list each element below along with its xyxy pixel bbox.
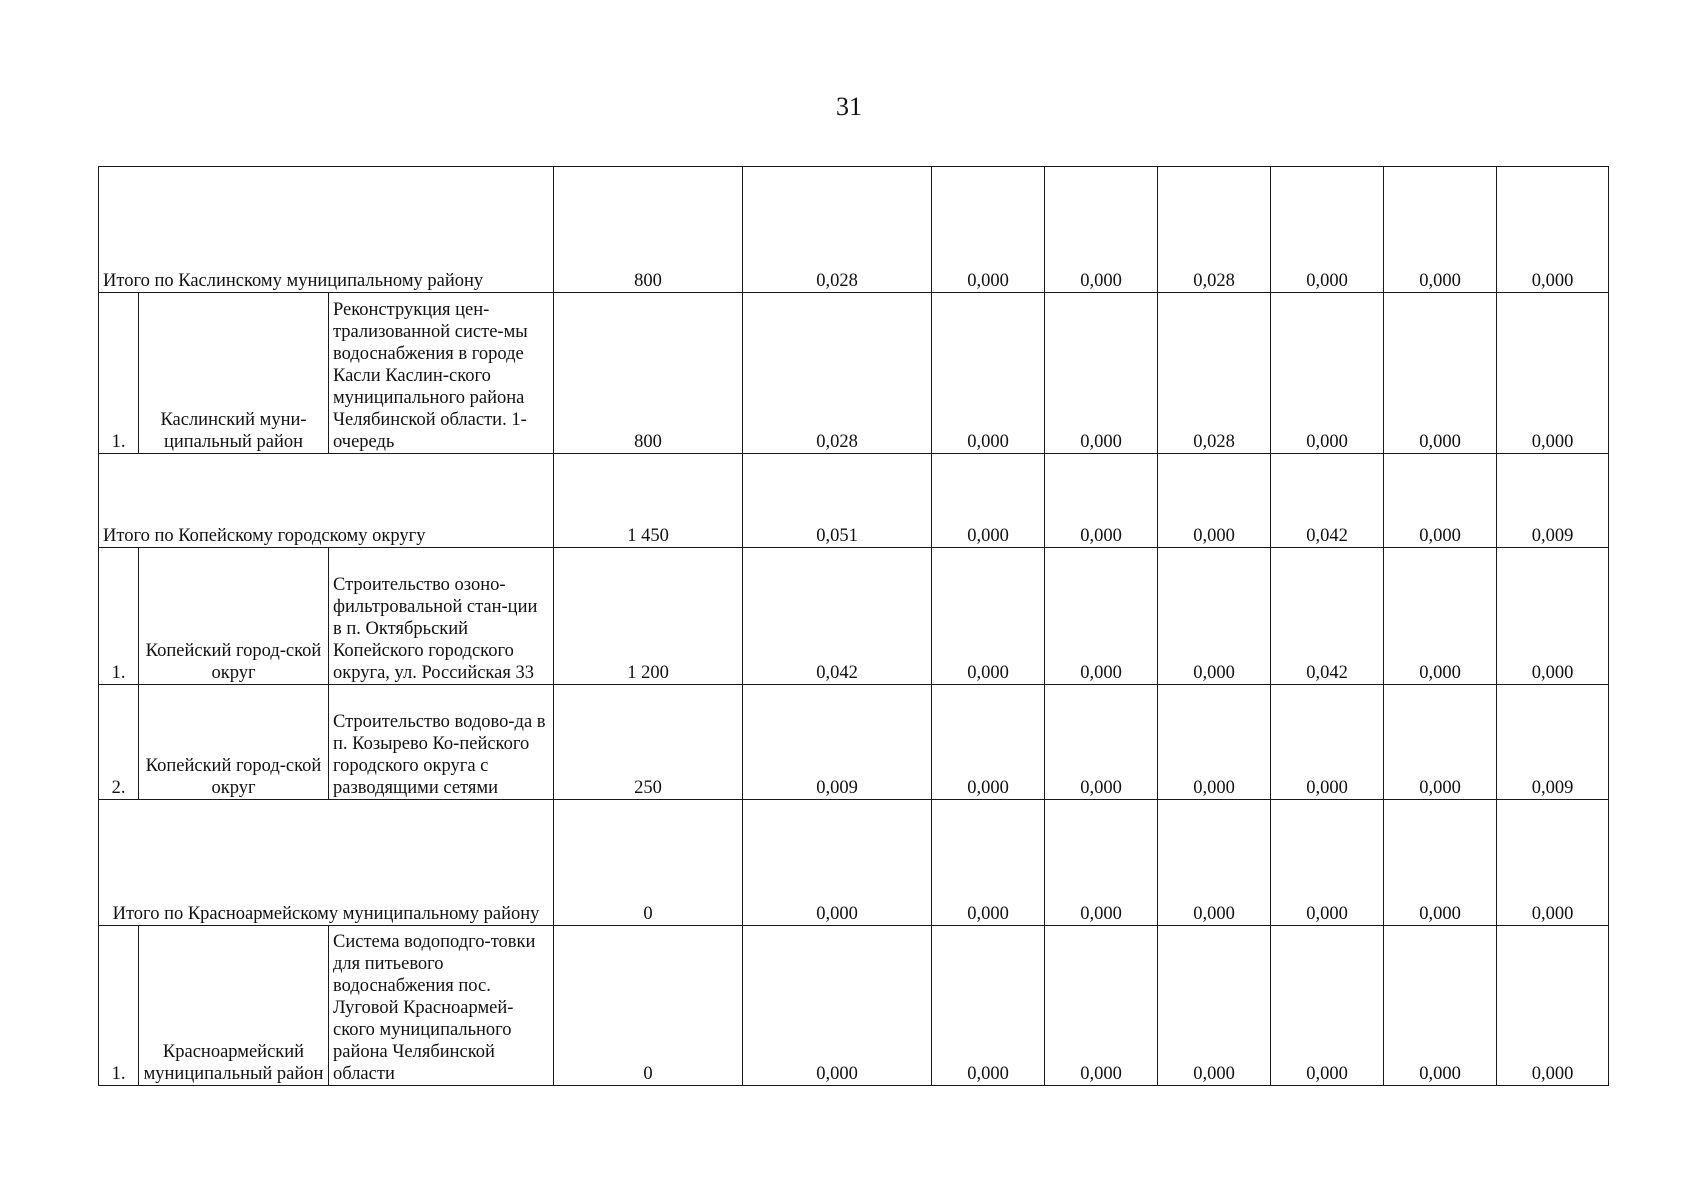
value-cell: 0,000 xyxy=(1384,293,1497,454)
municipality-cell: Каслинский муни-ципальный район xyxy=(139,293,329,454)
value-cell: 0,000 xyxy=(1158,548,1271,685)
value-cell: 0,000 xyxy=(1384,685,1497,800)
value-cell: 0,000 xyxy=(1497,167,1609,293)
value-cell: 0,028 xyxy=(743,293,932,454)
value-cell: 0,000 xyxy=(1384,167,1497,293)
value-cell: 0,000 xyxy=(1384,454,1497,548)
municipality-cell: Копейский город-ской округ xyxy=(139,685,329,800)
value-cell: 0,000 xyxy=(932,548,1045,685)
value-cell: 0,051 xyxy=(743,454,932,548)
description-cell: Строительство озоно-фильтровальной стан-ции в п. Октябрьский Копейского городского округа, ул. Российская 33 xyxy=(329,548,554,685)
value-cell: 0,000 xyxy=(1384,548,1497,685)
table-row xyxy=(99,926,1609,1086)
row-index: 1. xyxy=(99,548,139,685)
table-row xyxy=(99,548,1609,685)
value-cell: 800 xyxy=(554,293,743,454)
description-cell: Строительство водово-да в п. Козырево Ко-пейского городского округа с разводящими сетями xyxy=(329,685,554,800)
summary-label: Итого по Каслинскому муниципальному району xyxy=(99,167,554,293)
summary-row-kopeysk xyxy=(99,454,1609,548)
value-cell: 250 xyxy=(554,685,743,800)
value-cell: 0,000 xyxy=(1045,685,1158,800)
value-cell: 0,000 xyxy=(1045,454,1158,548)
value-cell: 800 xyxy=(554,167,743,293)
value-cell: 0,028 xyxy=(1158,167,1271,293)
value-cell: 0,000 xyxy=(1045,926,1158,1086)
description-cell: Система водоподго-товки для питьевого водоснабжения пос. Луговой Красноармей-ского муниципального района Челябинской области xyxy=(329,926,554,1086)
value-cell: 0,000 xyxy=(1045,293,1158,454)
table-row xyxy=(99,685,1609,800)
value-cell: 0,000 xyxy=(1158,800,1271,926)
value-cell: 1 450 xyxy=(554,454,743,548)
value-cell: 0,000 xyxy=(932,926,1045,1086)
value-cell: 1 200 xyxy=(554,548,743,685)
value-cell: 0,009 xyxy=(743,685,932,800)
value-cell: 0,000 xyxy=(1045,548,1158,685)
description-cell: Реконструкция цен-трализованной систе-мы водоснабжения в городе Касли Каслин-ского муниципального района Челябинской области. 1-очередь xyxy=(329,293,554,454)
value-cell: 0,028 xyxy=(743,167,932,293)
value-cell: 0,000 xyxy=(1158,454,1271,548)
value-cell: 0,000 xyxy=(1158,685,1271,800)
row-index: 1. xyxy=(99,293,139,454)
value-cell: 0,000 xyxy=(743,800,932,926)
municipality-cell: Красноармейский муниципальный район xyxy=(139,926,329,1086)
summary-row-kasli xyxy=(99,167,1609,293)
value-cell: 0,000 xyxy=(1271,685,1384,800)
value-cell: 0,000 xyxy=(1271,926,1384,1086)
value-cell: 0,009 xyxy=(1497,685,1609,800)
table-row xyxy=(99,293,1609,454)
value-cell: 0,000 xyxy=(932,685,1045,800)
page-number: 31 xyxy=(836,92,862,121)
value-cell: 0,000 xyxy=(743,926,932,1086)
value-cell: 0,000 xyxy=(1045,167,1158,293)
value-cell: 0,000 xyxy=(1271,293,1384,454)
value-cell: 0,000 xyxy=(1271,167,1384,293)
summary-label: Итого по Красноармейскому муниципальному району xyxy=(99,800,554,926)
row-index: 2. xyxy=(99,685,139,800)
value-cell: 0,000 xyxy=(1384,926,1497,1086)
value-cell: 0,042 xyxy=(1271,454,1384,548)
value-cell: 0 xyxy=(554,800,743,926)
value-cell: 0,000 xyxy=(1497,548,1609,685)
value-cell: 0,028 xyxy=(1158,293,1271,454)
value-cell: 0 xyxy=(554,926,743,1086)
value-cell: 0,009 xyxy=(1497,454,1609,548)
municipality-cell: Копейский город-ской округ xyxy=(139,548,329,685)
value-cell: 0,000 xyxy=(1158,926,1271,1086)
investment-table xyxy=(98,166,1609,1086)
value-cell: 0,000 xyxy=(932,800,1045,926)
value-cell: 0,000 xyxy=(1497,800,1609,926)
value-cell: 0,000 xyxy=(932,454,1045,548)
value-cell: 0,000 xyxy=(932,293,1045,454)
value-cell: 0,000 xyxy=(932,167,1045,293)
row-index: 1. xyxy=(99,926,139,1086)
value-cell: 0,000 xyxy=(1384,800,1497,926)
summary-row-krasnoarmeysky xyxy=(99,800,1609,926)
value-cell: 0,000 xyxy=(1497,926,1609,1086)
value-cell: 0,000 xyxy=(1497,293,1609,454)
value-cell: 0,042 xyxy=(743,548,932,685)
value-cell: 0,000 xyxy=(1045,800,1158,926)
value-cell: 0,000 xyxy=(1271,800,1384,926)
value-cell: 0,042 xyxy=(1271,548,1384,685)
summary-label: Итого по Копейскому городскому округу xyxy=(99,454,554,548)
